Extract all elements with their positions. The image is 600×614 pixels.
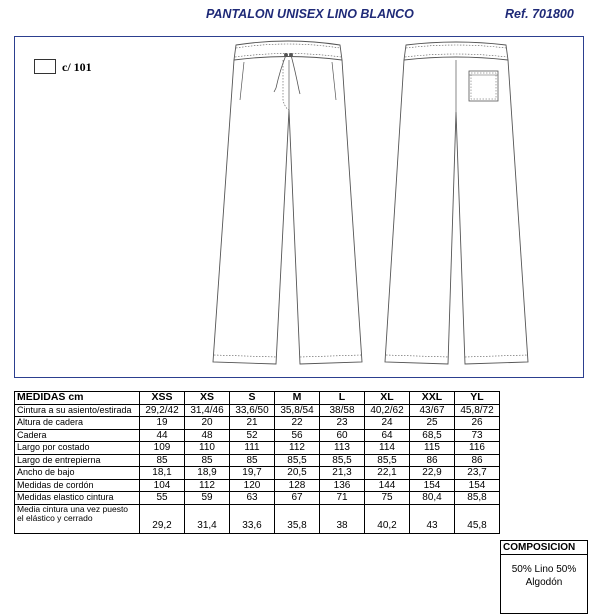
cell-value: 63 xyxy=(230,492,275,505)
table-row xyxy=(15,492,500,505)
cell-value: 110 xyxy=(185,442,230,455)
cell-value: 21,3 xyxy=(320,467,365,480)
cell-value: 22,1 xyxy=(365,467,410,480)
size-header: XSS xyxy=(140,392,185,405)
cell-value: 71 xyxy=(320,492,365,505)
cell-value: 144 xyxy=(365,479,410,492)
cell-value: 22,9 xyxy=(410,467,455,480)
cell-value: 29,2 xyxy=(140,504,185,533)
cell-value: 18,9 xyxy=(185,467,230,480)
cell-value: 113 xyxy=(320,442,365,455)
cell-value: 31,4 xyxy=(185,504,230,533)
cell-value: 33,6 xyxy=(230,504,275,533)
cell-value: 112 xyxy=(185,479,230,492)
cell-value: 19 xyxy=(140,417,185,430)
cell-value: 23 xyxy=(320,417,365,430)
cell-value: 55 xyxy=(140,492,185,505)
cell-value: 38 xyxy=(320,504,365,533)
trouser-front-view xyxy=(213,41,362,364)
cell-value: 80,4 xyxy=(410,492,455,505)
size-header: L xyxy=(320,392,365,405)
cell-value: 23,7 xyxy=(455,467,500,480)
cell-value: 35,8/54 xyxy=(275,404,320,417)
cell-value: 111 xyxy=(230,442,275,455)
row-label: Cadera xyxy=(15,429,140,442)
cell-value: 45,8 xyxy=(455,504,500,533)
cell-value: 75 xyxy=(365,492,410,505)
cell-value: 154 xyxy=(410,479,455,492)
row-label: Largo de entrepierna xyxy=(15,454,140,467)
cell-value: 86 xyxy=(410,454,455,467)
cell-value: 68,5 xyxy=(410,429,455,442)
row-label: Media cintura una vez puesto el elástico y cerrado xyxy=(15,504,140,533)
measurements-heading: MEDIDAS cm xyxy=(15,392,140,405)
cell-value: 104 xyxy=(140,479,185,492)
size-header: S xyxy=(230,392,275,405)
cell-value: 60 xyxy=(320,429,365,442)
table-header-row xyxy=(15,392,500,405)
cell-value: 85 xyxy=(185,454,230,467)
row-label: Altura de cadera xyxy=(15,417,140,430)
cell-value: 45,8/72 xyxy=(455,404,500,417)
cell-value: 20,5 xyxy=(275,467,320,480)
row-label: Largo por costado xyxy=(15,442,140,455)
composition-text xyxy=(501,555,587,613)
cell-value: 59 xyxy=(185,492,230,505)
cell-value: 40,2 xyxy=(365,504,410,533)
cell-value: 19,7 xyxy=(230,467,275,480)
color-code: c/ 101 xyxy=(62,60,92,74)
cell-value: 56 xyxy=(275,429,320,442)
row-label: Ancho de bajo xyxy=(15,467,140,480)
composition-heading: COMPOSICION xyxy=(501,541,587,555)
table-row xyxy=(15,404,500,417)
composition-line: 50% Lino 50% xyxy=(511,564,577,575)
reference-number: Ref. 701800 xyxy=(505,7,574,21)
cell-value: 85,5 xyxy=(365,454,410,467)
row-label: Medidas de cordón xyxy=(15,479,140,492)
row-label: Cintura a su asiento/estirada xyxy=(15,404,140,417)
cell-value: 22 xyxy=(275,417,320,430)
document-title: PANTALON UNISEX LINO BLANCO xyxy=(206,7,414,21)
cell-value: 40,2/62 xyxy=(365,404,410,417)
cell-value: 109 xyxy=(140,442,185,455)
cell-value: 48 xyxy=(185,429,230,442)
row-label: Medidas elastico cintura xyxy=(15,492,140,505)
size-header: XS xyxy=(185,392,230,405)
size-header: XL xyxy=(365,392,410,405)
cell-value: 115 xyxy=(410,442,455,455)
cell-value: 64 xyxy=(365,429,410,442)
table-row xyxy=(15,442,500,455)
cell-value: 85,5 xyxy=(320,454,365,467)
cell-value: 24 xyxy=(365,417,410,430)
cell-value: 85 xyxy=(230,454,275,467)
cell-value: 21 xyxy=(230,417,275,430)
table-row xyxy=(15,467,500,480)
cell-value: 20 xyxy=(185,417,230,430)
table-row xyxy=(15,417,500,430)
cell-value: 44 xyxy=(140,429,185,442)
cell-value: 85 xyxy=(140,454,185,467)
cell-value: 31,4/46 xyxy=(185,404,230,417)
cell-value: 114 xyxy=(365,442,410,455)
cell-value: 43 xyxy=(410,504,455,533)
cell-value: 120 xyxy=(230,479,275,492)
table-row xyxy=(15,454,500,467)
cell-value: 85,8 xyxy=(455,492,500,505)
composition-box xyxy=(500,540,588,614)
cell-value: 33,6/50 xyxy=(230,404,275,417)
cell-value: 43/67 xyxy=(410,404,455,417)
table-row xyxy=(15,429,500,442)
size-header: YL xyxy=(455,392,500,405)
cell-value: 128 xyxy=(275,479,320,492)
cell-value: 86 xyxy=(455,454,500,467)
size-header: M xyxy=(275,392,320,405)
composition-line: Algodón xyxy=(525,577,563,588)
cell-value: 25 xyxy=(410,417,455,430)
cell-value: 18,1 xyxy=(140,467,185,480)
trouser-back-view xyxy=(385,42,528,364)
cell-value: 26 xyxy=(455,417,500,430)
cell-value: 29,2/42 xyxy=(140,404,185,417)
cell-value: 112 xyxy=(275,442,320,455)
cell-value: 73 xyxy=(455,429,500,442)
cell-value: 116 xyxy=(455,442,500,455)
size-measurement-table xyxy=(14,391,500,534)
cell-value: 35,8 xyxy=(275,504,320,533)
cell-value: 85,5 xyxy=(275,454,320,467)
table-row xyxy=(15,504,500,533)
cell-value: 67 xyxy=(275,492,320,505)
table-row xyxy=(15,479,500,492)
size-header: XXL xyxy=(410,392,455,405)
cell-value: 52 xyxy=(230,429,275,442)
cell-value: 38/58 xyxy=(320,404,365,417)
cell-value: 154 xyxy=(455,479,500,492)
cell-value: 136 xyxy=(320,479,365,492)
